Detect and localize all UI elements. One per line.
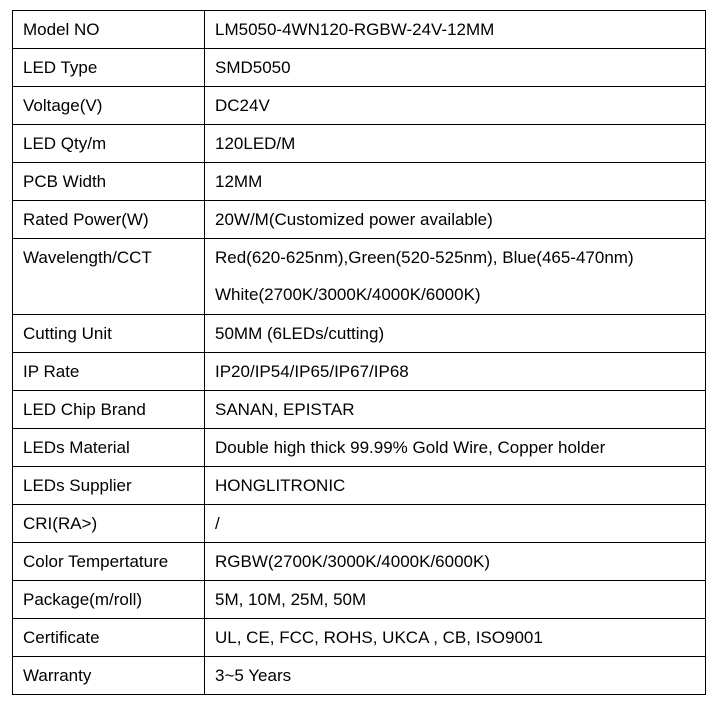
table-row xyxy=(13,543,706,581)
spec-label: Voltage(V) xyxy=(13,87,205,125)
spec-label: Certificate xyxy=(13,619,205,657)
spec-label: Package(m/roll) xyxy=(13,581,205,619)
spec-label: LED Type xyxy=(13,49,205,87)
spec-value-line-2: White(2700K/3000K/4000K/6000K) xyxy=(215,285,481,304)
spec-label: PCB Width xyxy=(13,163,205,201)
spec-value: 3~5 Years xyxy=(205,657,706,695)
table-row xyxy=(13,429,706,467)
table-row xyxy=(13,581,706,619)
table-row xyxy=(13,657,706,695)
table-row xyxy=(13,315,706,353)
spec-value-line-1: Red(620-625nm),Green(520-525nm), Blue(465-470nm) xyxy=(215,248,634,267)
spec-label: Color Tempertature xyxy=(13,543,205,581)
spec-label: Warranty xyxy=(13,657,205,695)
spec-value: 120LED/M xyxy=(205,125,706,163)
spec-value: Double high thick 99.99% Gold Wire, Copper holder xyxy=(205,429,706,467)
spec-value: UL, CE, FCC, ROHS, UKCA , CB, ISO9001 xyxy=(205,619,706,657)
table-row xyxy=(13,201,706,239)
spec-value: 20W/M(Customized power available) xyxy=(205,201,706,239)
spec-value: SMD5050 xyxy=(205,49,706,87)
spec-value: LM5050-4WN120-RGBW-24V-12MM xyxy=(205,11,706,49)
spec-value: 5M, 10M, 25M, 50M xyxy=(205,581,706,619)
table-row xyxy=(13,163,706,201)
spec-table xyxy=(12,10,706,695)
spec-label: IP Rate xyxy=(13,353,205,391)
spec-value: 12MM xyxy=(205,163,706,201)
table-row xyxy=(13,239,706,315)
spec-value: / xyxy=(205,505,706,543)
spec-value: IP20/IP54/IP65/IP67/IP68 xyxy=(205,353,706,391)
table-row xyxy=(13,353,706,391)
table-row xyxy=(13,505,706,543)
spec-value xyxy=(205,239,706,315)
spec-label: LEDs Supplier xyxy=(13,467,205,505)
table-row xyxy=(13,87,706,125)
spec-label: LED Qty/m xyxy=(13,125,205,163)
spec-label: Model NO xyxy=(13,11,205,49)
spec-value: RGBW(2700K/3000K/4000K/6000K) xyxy=(205,543,706,581)
table-row xyxy=(13,11,706,49)
spec-value: 50MM (6LEDs/cutting) xyxy=(205,315,706,353)
spec-value: HONGLITRONIC xyxy=(205,467,706,505)
spec-label: Cutting Unit xyxy=(13,315,205,353)
spec-label: LEDs Material xyxy=(13,429,205,467)
spec-label: Rated Power(W) xyxy=(13,201,205,239)
spec-value: DC24V xyxy=(205,87,706,125)
table-row xyxy=(13,391,706,429)
table-row xyxy=(13,49,706,87)
table-row xyxy=(13,619,706,657)
table-row xyxy=(13,125,706,163)
spec-label xyxy=(13,239,205,315)
spec-value: SANAN, EPISTAR xyxy=(205,391,706,429)
table-row xyxy=(13,467,706,505)
spec-label-text: Wavelength/CCT xyxy=(23,248,152,267)
spec-label: LED Chip Brand xyxy=(13,391,205,429)
spec-label: CRI(RA>) xyxy=(13,505,205,543)
